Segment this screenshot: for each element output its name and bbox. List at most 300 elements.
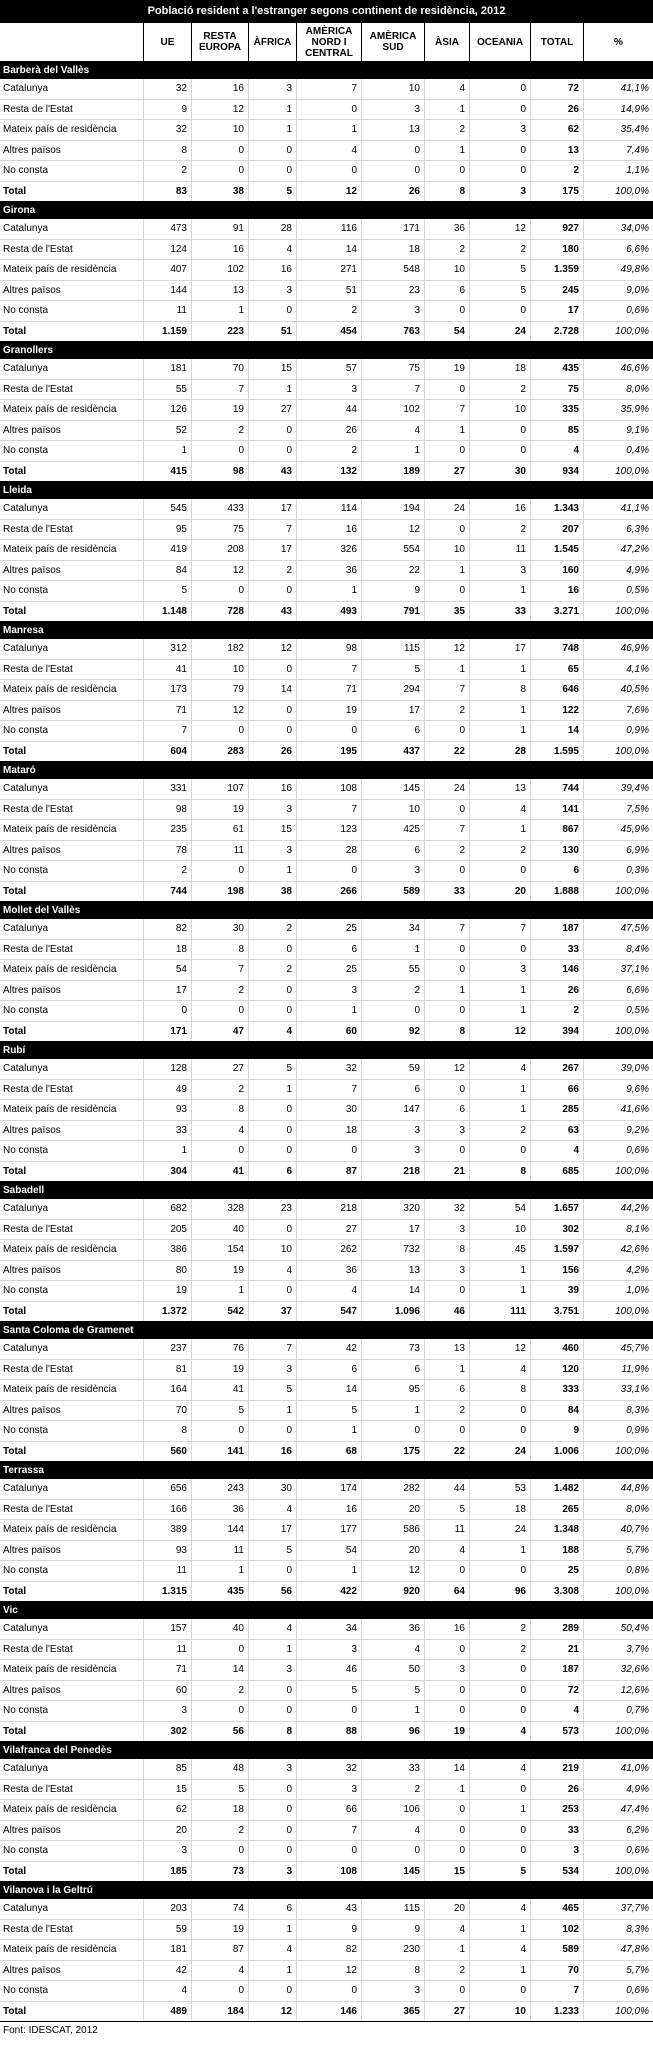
row-label: Catalunya [3, 1763, 49, 1774]
row-label: Total [3, 1025, 27, 1037]
resta-europa-cell: 91 [191, 219, 248, 239]
resta-europa-cell: 73 [191, 1862, 248, 1882]
america-nord-central-cell: 218 [296, 1199, 361, 1219]
table-row [0, 1981, 653, 2002]
percent-cell: 9,1% [583, 421, 653, 441]
total-cell: 75 [530, 380, 583, 400]
africa-cell: 1 [248, 1961, 296, 1981]
resta-europa-cell: 19 [191, 1261, 248, 1281]
africa-cell: 0 [248, 940, 296, 960]
total-cell: 122 [530, 701, 583, 721]
percent-cell: 46,6% [583, 359, 653, 379]
row-label: Resta de l'Estat [3, 1223, 73, 1235]
region-header: Vilafranca del Penedès [0, 1742, 653, 1759]
africa-cell: 0 [248, 581, 296, 601]
resta-europa-cell: 4 [191, 1121, 248, 1141]
total-cell: 1.595 [530, 742, 583, 762]
percent-cell: 100,0% [583, 1302, 653, 1322]
america-nord-central-cell: 32 [296, 1759, 361, 1779]
row-label: Altres països [3, 1124, 61, 1136]
percent-cell: 41,1% [583, 499, 653, 519]
oceania-cell: 2 [469, 520, 530, 540]
total-cell: 85 [530, 421, 583, 441]
ue-cell: 171 [143, 1022, 191, 1042]
resta-europa-cell: 0 [191, 161, 248, 181]
oceania-cell: 0 [469, 1841, 530, 1861]
percent-cell: 100,0% [583, 1162, 653, 1182]
total-cell: 1.359 [530, 260, 583, 280]
africa-cell: 0 [248, 1821, 296, 1841]
total-cell: 187 [530, 1660, 583, 1680]
asia-cell: 0 [424, 301, 469, 321]
oceania-cell: 5 [469, 281, 530, 301]
america-nord-central-cell: 1 [296, 581, 361, 601]
resta-europa-cell: 76 [191, 1339, 248, 1359]
row-label: Resta de l'Estat [3, 103, 73, 115]
oceania-cell: 0 [469, 861, 530, 881]
row-label: Total [3, 325, 27, 337]
oceania-cell: 16 [469, 499, 530, 519]
percent-cell: 0,3% [583, 861, 653, 881]
total-row [0, 882, 653, 903]
america-nord-central-cell: 0 [296, 1981, 361, 2001]
america-sud-cell: 189 [361, 462, 424, 482]
ue-cell: 144 [143, 281, 191, 301]
africa-cell: 1 [248, 861, 296, 881]
total-cell: 285 [530, 1100, 583, 1120]
total-cell: 646 [530, 680, 583, 700]
row-label: Total [3, 2005, 27, 2017]
africa-cell: 0 [248, 981, 296, 1001]
resta-europa-cell: 12 [191, 100, 248, 120]
percent-cell: 0,9% [583, 721, 653, 741]
america-sud-cell: 3 [361, 1141, 424, 1161]
africa-cell: 0 [248, 1780, 296, 1800]
africa-cell: 6 [248, 1899, 296, 1919]
row-label: Catalunya [3, 503, 49, 514]
total-cell: 14 [530, 721, 583, 741]
oceania-cell: 2 [469, 380, 530, 400]
america-sud-cell: 791 [361, 602, 424, 622]
resta-europa-cell: 144 [191, 1520, 248, 1540]
africa-cell: 3 [248, 281, 296, 301]
resta-europa-cell: 11 [191, 1541, 248, 1561]
america-sud-cell: 3 [361, 861, 424, 881]
oceania-cell: 0 [469, 940, 530, 960]
percent-cell: 8,3% [583, 1920, 653, 1940]
asia-cell: 0 [424, 1640, 469, 1660]
asia-cell: 0 [424, 1141, 469, 1161]
table-row [0, 1701, 653, 1722]
asia-cell: 2 [424, 841, 469, 861]
america-sud-cell: 6 [361, 841, 424, 861]
ue-cell: 1.315 [143, 1582, 191, 1602]
america-sud-cell: 20 [361, 1541, 424, 1561]
region-block [0, 482, 653, 622]
oceania-cell: 4 [469, 1940, 530, 1960]
africa-cell: 1 [248, 1920, 296, 1940]
africa-cell: 16 [248, 260, 296, 280]
america-sud-cell: 115 [361, 1899, 424, 1919]
total-cell: 589 [530, 1940, 583, 1960]
header-percent: % [583, 23, 653, 61]
africa-cell: 0 [248, 660, 296, 680]
oceania-cell: 8 [469, 680, 530, 700]
total-row [0, 742, 653, 763]
asia-cell: 21 [424, 1162, 469, 1182]
row-label: Total [3, 1445, 27, 1457]
total-cell: 65 [530, 660, 583, 680]
ue-cell: 1 [143, 441, 191, 461]
total-cell: 1.233 [530, 2002, 583, 2022]
america-nord-central-cell: 44 [296, 400, 361, 420]
america-nord-central-cell: 6 [296, 940, 361, 960]
ue-cell: 181 [143, 1940, 191, 1960]
ue-cell: 124 [143, 240, 191, 260]
america-nord-central-cell: 19 [296, 701, 361, 721]
asia-cell: 7 [424, 919, 469, 939]
table-row [0, 1240, 653, 1261]
resta-europa-cell: 182 [191, 639, 248, 659]
table-row [0, 1821, 653, 1842]
total-row [0, 1442, 653, 1463]
row-label: Catalunya [3, 1203, 49, 1214]
ue-cell: 18 [143, 940, 191, 960]
region-header: Sabadell [0, 1182, 653, 1199]
resta-europa-cell: 14 [191, 1660, 248, 1680]
oceania-cell: 0 [469, 79, 530, 99]
resta-europa-cell: 2 [191, 1821, 248, 1841]
resta-europa-cell: 2 [191, 1681, 248, 1701]
ue-cell: 656 [143, 1479, 191, 1499]
asia-cell: 1 [424, 660, 469, 680]
table-row [0, 400, 653, 421]
resta-europa-cell: 19 [191, 1920, 248, 1940]
america-nord-central-cell: 3 [296, 380, 361, 400]
total-cell: 1.348 [530, 1520, 583, 1540]
america-sud-cell: 4 [361, 1821, 424, 1841]
header-america-nord-central: AMÈRICA NORD I CENTRAL [296, 23, 361, 61]
america-sud-cell: 1 [361, 1701, 424, 1721]
asia-cell: 20 [424, 1899, 469, 1919]
oceania-cell: 28 [469, 742, 530, 762]
africa-cell: 1 [248, 120, 296, 140]
ue-cell: 128 [143, 1059, 191, 1079]
row-label: Total [3, 465, 27, 477]
total-cell: 245 [530, 281, 583, 301]
africa-cell: 3 [248, 1660, 296, 1680]
percent-cell: 7,5% [583, 800, 653, 820]
row-label: Total [3, 605, 27, 617]
asia-cell: 0 [424, 1561, 469, 1581]
oceania-cell: 0 [469, 100, 530, 120]
oceania-cell: 24 [469, 1520, 530, 1540]
ue-cell: 181 [143, 359, 191, 379]
table-row [0, 1479, 653, 1500]
table-row [0, 1961, 653, 1982]
region-block [0, 1602, 653, 1742]
total-cell: 460 [530, 1339, 583, 1359]
america-sud-cell: 102 [361, 400, 424, 420]
america-sud-cell: 0 [361, 161, 424, 181]
ue-cell: 32 [143, 120, 191, 140]
africa-cell: 43 [248, 602, 296, 622]
resta-europa-cell: 98 [191, 462, 248, 482]
table-row [0, 301, 653, 322]
percent-cell: 100,0% [583, 1862, 653, 1882]
percent-cell: 6,3% [583, 520, 653, 540]
percent-cell: 100,0% [583, 322, 653, 342]
table-row [0, 1681, 653, 1702]
region-block [0, 1742, 653, 1882]
america-sud-cell: 3 [361, 100, 424, 120]
percent-cell: 100,0% [583, 462, 653, 482]
africa-cell: 0 [248, 441, 296, 461]
oceania-cell: 1 [469, 660, 530, 680]
asia-cell: 1 [424, 561, 469, 581]
america-nord-central-cell: 16 [296, 520, 361, 540]
asia-cell: 33 [424, 882, 469, 902]
ue-cell: 32 [143, 79, 191, 99]
total-cell: 435 [530, 359, 583, 379]
africa-cell: 2 [248, 960, 296, 980]
africa-cell: 0 [248, 1121, 296, 1141]
region-header: Mollet del Vallès [0, 902, 653, 919]
percent-cell: 8,3% [583, 1401, 653, 1421]
oceania-cell: 0 [469, 301, 530, 321]
row-label: No consta [3, 1565, 49, 1576]
row-label: No consta [3, 445, 49, 456]
total-cell: 187 [530, 919, 583, 939]
row-label: Altres països [3, 1404, 61, 1416]
percent-cell: 100,0% [583, 1582, 653, 1602]
percent-cell: 0,6% [583, 1981, 653, 2001]
asia-cell: 0 [424, 721, 469, 741]
row-label: Altres països [3, 144, 61, 156]
america-nord-central-cell: 326 [296, 540, 361, 560]
percent-cell: 100,0% [583, 182, 653, 202]
america-sud-cell: 3 [361, 301, 424, 321]
africa-cell: 10 [248, 1240, 296, 1260]
row-label: Resta de l'Estat [3, 663, 73, 675]
america-sud-cell: 282 [361, 1479, 424, 1499]
america-nord-central-cell: 88 [296, 1722, 361, 1742]
table-row [0, 1759, 653, 1780]
america-nord-central-cell: 28 [296, 841, 361, 861]
percent-cell: 0,8% [583, 1561, 653, 1581]
america-sud-cell: 145 [361, 1862, 424, 1882]
total-cell: 265 [530, 1500, 583, 1520]
africa-cell: 17 [248, 1520, 296, 1540]
africa-cell: 12 [248, 639, 296, 659]
table-row [0, 421, 653, 442]
percent-cell: 37,1% [583, 960, 653, 980]
asia-cell: 0 [424, 1701, 469, 1721]
africa-cell: 0 [248, 301, 296, 321]
ue-cell: 54 [143, 960, 191, 980]
percent-cell: 47,2% [583, 540, 653, 560]
percent-cell: 41,0% [583, 1759, 653, 1779]
ue-cell: 93 [143, 1541, 191, 1561]
asia-cell: 1 [424, 1780, 469, 1800]
africa-cell: 4 [248, 1500, 296, 1520]
america-nord-central-cell: 7 [296, 800, 361, 820]
oceania-cell: 11 [469, 540, 530, 560]
ue-cell: 33 [143, 1121, 191, 1141]
resta-europa-cell: 40 [191, 1220, 248, 1240]
america-sud-cell: 20 [361, 1500, 424, 1520]
row-label: Resta de l'Estat [3, 943, 73, 955]
america-nord-central-cell: 9 [296, 1920, 361, 1940]
america-nord-central-cell: 30 [296, 1100, 361, 1120]
table-row [0, 1800, 653, 1821]
oceania-cell: 1 [469, 1001, 530, 1021]
america-sud-cell: 5 [361, 1681, 424, 1701]
percent-cell: 100,0% [583, 1722, 653, 1742]
africa-cell: 1 [248, 1080, 296, 1100]
america-nord-central-cell: 7 [296, 79, 361, 99]
total-cell: 465 [530, 1899, 583, 1919]
percent-cell: 35,4% [583, 120, 653, 140]
africa-cell: 5 [248, 1541, 296, 1561]
oceania-cell: 0 [469, 1421, 530, 1441]
oceania-cell: 20 [469, 882, 530, 902]
america-sud-cell: 59 [361, 1059, 424, 1079]
region-block [0, 62, 653, 202]
asia-cell: 0 [424, 581, 469, 601]
asia-cell: 16 [424, 1619, 469, 1639]
resta-europa-cell: 2 [191, 981, 248, 1001]
america-nord-central-cell: 68 [296, 1442, 361, 1462]
america-sud-cell: 9 [361, 581, 424, 601]
resta-europa-cell: 0 [191, 1421, 248, 1441]
america-sud-cell: 365 [361, 2002, 424, 2022]
asia-cell: 2 [424, 1961, 469, 1981]
africa-cell: 56 [248, 1582, 296, 1602]
resta-europa-cell: 7 [191, 380, 248, 400]
america-sud-cell: 26 [361, 182, 424, 202]
america-nord-central-cell: 26 [296, 421, 361, 441]
ue-cell: 7 [143, 721, 191, 741]
region-block [0, 342, 653, 482]
asia-cell: 2 [424, 1401, 469, 1421]
america-sud-cell: 96 [361, 1722, 424, 1742]
america-nord-central-cell: 195 [296, 742, 361, 762]
america-nord-central-cell: 25 [296, 919, 361, 939]
africa-cell: 37 [248, 1302, 296, 1322]
oceania-cell: 12 [469, 219, 530, 239]
asia-cell: 6 [424, 1380, 469, 1400]
region-block [0, 1882, 653, 2022]
total-cell: 66 [530, 1080, 583, 1100]
row-label: Total [3, 1725, 27, 1737]
africa-cell: 2 [248, 561, 296, 581]
total-cell: 4 [530, 1141, 583, 1161]
america-nord-central-cell: 3 [296, 1640, 361, 1660]
region-header: Vilanova i la Geltrú [0, 1882, 653, 1899]
percent-cell: 11,9% [583, 1360, 653, 1380]
row-label: Mateix país de residència [3, 1664, 117, 1675]
america-nord-central-cell: 174 [296, 1479, 361, 1499]
region-header: Barberà del Vallès [0, 62, 653, 79]
percent-cell: 1,1% [583, 161, 653, 181]
row-label: Mateix país de residència [3, 964, 117, 975]
ue-cell: 386 [143, 1240, 191, 1260]
total-cell: 6 [530, 861, 583, 881]
asia-cell: 24 [424, 779, 469, 799]
asia-cell: 8 [424, 1022, 469, 1042]
america-nord-central-cell: 0 [296, 161, 361, 181]
row-label: Catalunya [3, 1343, 49, 1354]
america-nord-central-cell: 71 [296, 680, 361, 700]
america-sud-cell: 3 [361, 1981, 424, 2001]
resta-europa-cell: 223 [191, 322, 248, 342]
oceania-cell: 1 [469, 820, 530, 840]
america-sud-cell: 1 [361, 441, 424, 461]
total-cell: 207 [530, 520, 583, 540]
table-row [0, 161, 653, 182]
africa-cell: 15 [248, 359, 296, 379]
america-nord-central-cell: 0 [296, 100, 361, 120]
row-label: Catalunya [3, 1063, 49, 1074]
row-label: Mateix país de residència [3, 124, 117, 135]
ue-cell: 71 [143, 1660, 191, 1680]
america-nord-central-cell: 4 [296, 141, 361, 161]
table-row [0, 1141, 653, 1162]
percent-cell: 45,7% [583, 1339, 653, 1359]
percent-cell: 39,0% [583, 1059, 653, 1079]
table-row [0, 100, 653, 121]
total-cell: 33 [530, 1821, 583, 1841]
ue-cell: 1.148 [143, 602, 191, 622]
ue-cell: 312 [143, 639, 191, 659]
asia-cell: 0 [424, 161, 469, 181]
total-cell: 9 [530, 1421, 583, 1441]
region-header: Rubí [0, 1042, 653, 1059]
america-sud-cell: 5 [361, 660, 424, 680]
resta-europa-cell: 141 [191, 1442, 248, 1462]
ue-cell: 52 [143, 421, 191, 441]
america-sud-cell: 73 [361, 1339, 424, 1359]
resta-europa-cell: 11 [191, 841, 248, 861]
america-sud-cell: 95 [361, 1380, 424, 1400]
region-block [0, 1182, 653, 1322]
percent-cell: 100,0% [583, 1442, 653, 1462]
total-cell: 867 [530, 820, 583, 840]
oceania-cell: 0 [469, 1701, 530, 1721]
percent-cell: 0,9% [583, 1421, 653, 1441]
resta-europa-cell: 184 [191, 2002, 248, 2022]
total-cell: 2 [530, 1001, 583, 1021]
resta-europa-cell: 0 [191, 1001, 248, 1021]
row-label: No consta [3, 1005, 49, 1016]
row-label: Mateix país de residència [3, 1524, 117, 1535]
america-sud-cell: 6 [361, 1080, 424, 1100]
percent-cell: 33,1% [583, 1380, 653, 1400]
africa-cell: 51 [248, 322, 296, 342]
america-nord-central-cell: 5 [296, 1401, 361, 1421]
table-row [0, 520, 653, 541]
america-nord-central-cell: 6 [296, 1360, 361, 1380]
total-row [0, 1582, 653, 1603]
america-sud-cell: 230 [361, 1940, 424, 1960]
america-sud-cell: 589 [361, 882, 424, 902]
total-cell: 2 [530, 161, 583, 181]
africa-cell: 0 [248, 701, 296, 721]
total-cell: 62 [530, 120, 583, 140]
percent-cell: 41,1% [583, 79, 653, 99]
percent-cell: 14,9% [583, 100, 653, 120]
